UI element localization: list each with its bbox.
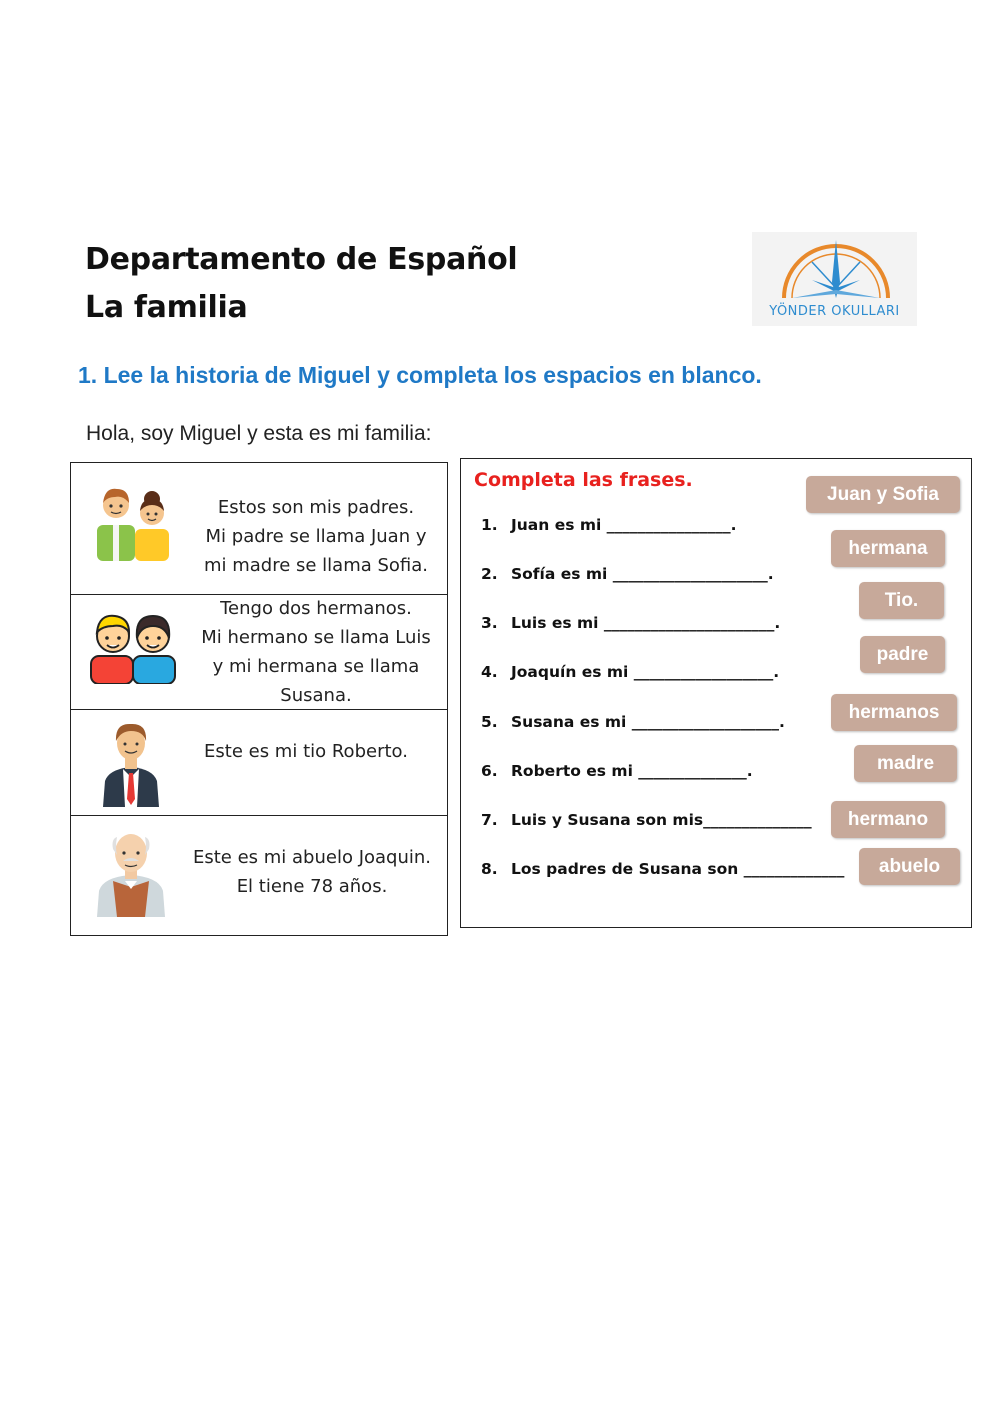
answer-chip-hermana[interactable]: hermana [831,530,945,567]
answer-chip-madre[interactable]: madre [854,745,957,782]
page-title: Departamento de Español [85,242,518,277]
logo-text: YÖNDER OKULLARI [769,304,900,319]
sentence-5: 5. Susana es mi ___________________. [481,713,785,731]
sentence-2: 2. Sofía es mi ____________________. [481,565,774,583]
parents-icon [93,481,173,561]
answer-chip-juan-y-sofia[interactable]: Juan y Sofia [806,476,960,513]
row-text: Este es mi abuelo Joaquin. El tiene 78 años. [192,847,432,897]
family-row-parents [71,463,447,595]
page-subtitle: La familia [85,290,248,325]
row-text: Tengo dos hermanos. Mi hermano se llama Luis y mi hermana se llama Susana. [201,598,431,706]
answer-chip-padre[interactable]: padre [860,636,945,673]
answer-chip-abuelo[interactable]: abuelo [859,848,960,885]
grandfather-icon [93,825,169,917]
family-row-siblings [71,594,447,710]
answer-chip-tio[interactable]: Tio. [859,582,944,619]
answer-chip-hermano[interactable]: hermano [831,801,945,838]
sentence-6: 6. Roberto es mi ______________. [481,762,753,780]
exercise-heading: Completa las frases. [474,469,693,491]
uncle-icon [99,719,163,807]
family-row-uncle [71,709,447,816]
row-text: Estos son mis padres. Mi padre se llama Juan y mi madre se llama Sofia. [203,497,429,576]
sentence-4: 4. Joaquín es mi __________________. [481,663,780,681]
intro-text: Hola, soy Miguel y esta es mi familia: [86,422,432,445]
sentence-8: 8. Los padres de Susana son _____________ [481,860,845,878]
row-text: Este es mi tio Roberto. [204,741,408,762]
sentence-7: 7. Luis y Susana son mis______________ [481,811,812,829]
answer-chip-hermanos[interactable]: hermanos [831,694,957,731]
family-row-grandfather [71,815,447,935]
instruction-text: 1. Lee la historia de Miguel y completa los espacios en blanco. [78,362,762,388]
siblings-icon [89,604,177,684]
sentence-3: 3. Luis es mi ______________________. [481,614,781,632]
school-logo [752,232,917,326]
family-table [70,462,448,936]
sentence-1: 1. Juan es mi ________________. [481,516,737,534]
